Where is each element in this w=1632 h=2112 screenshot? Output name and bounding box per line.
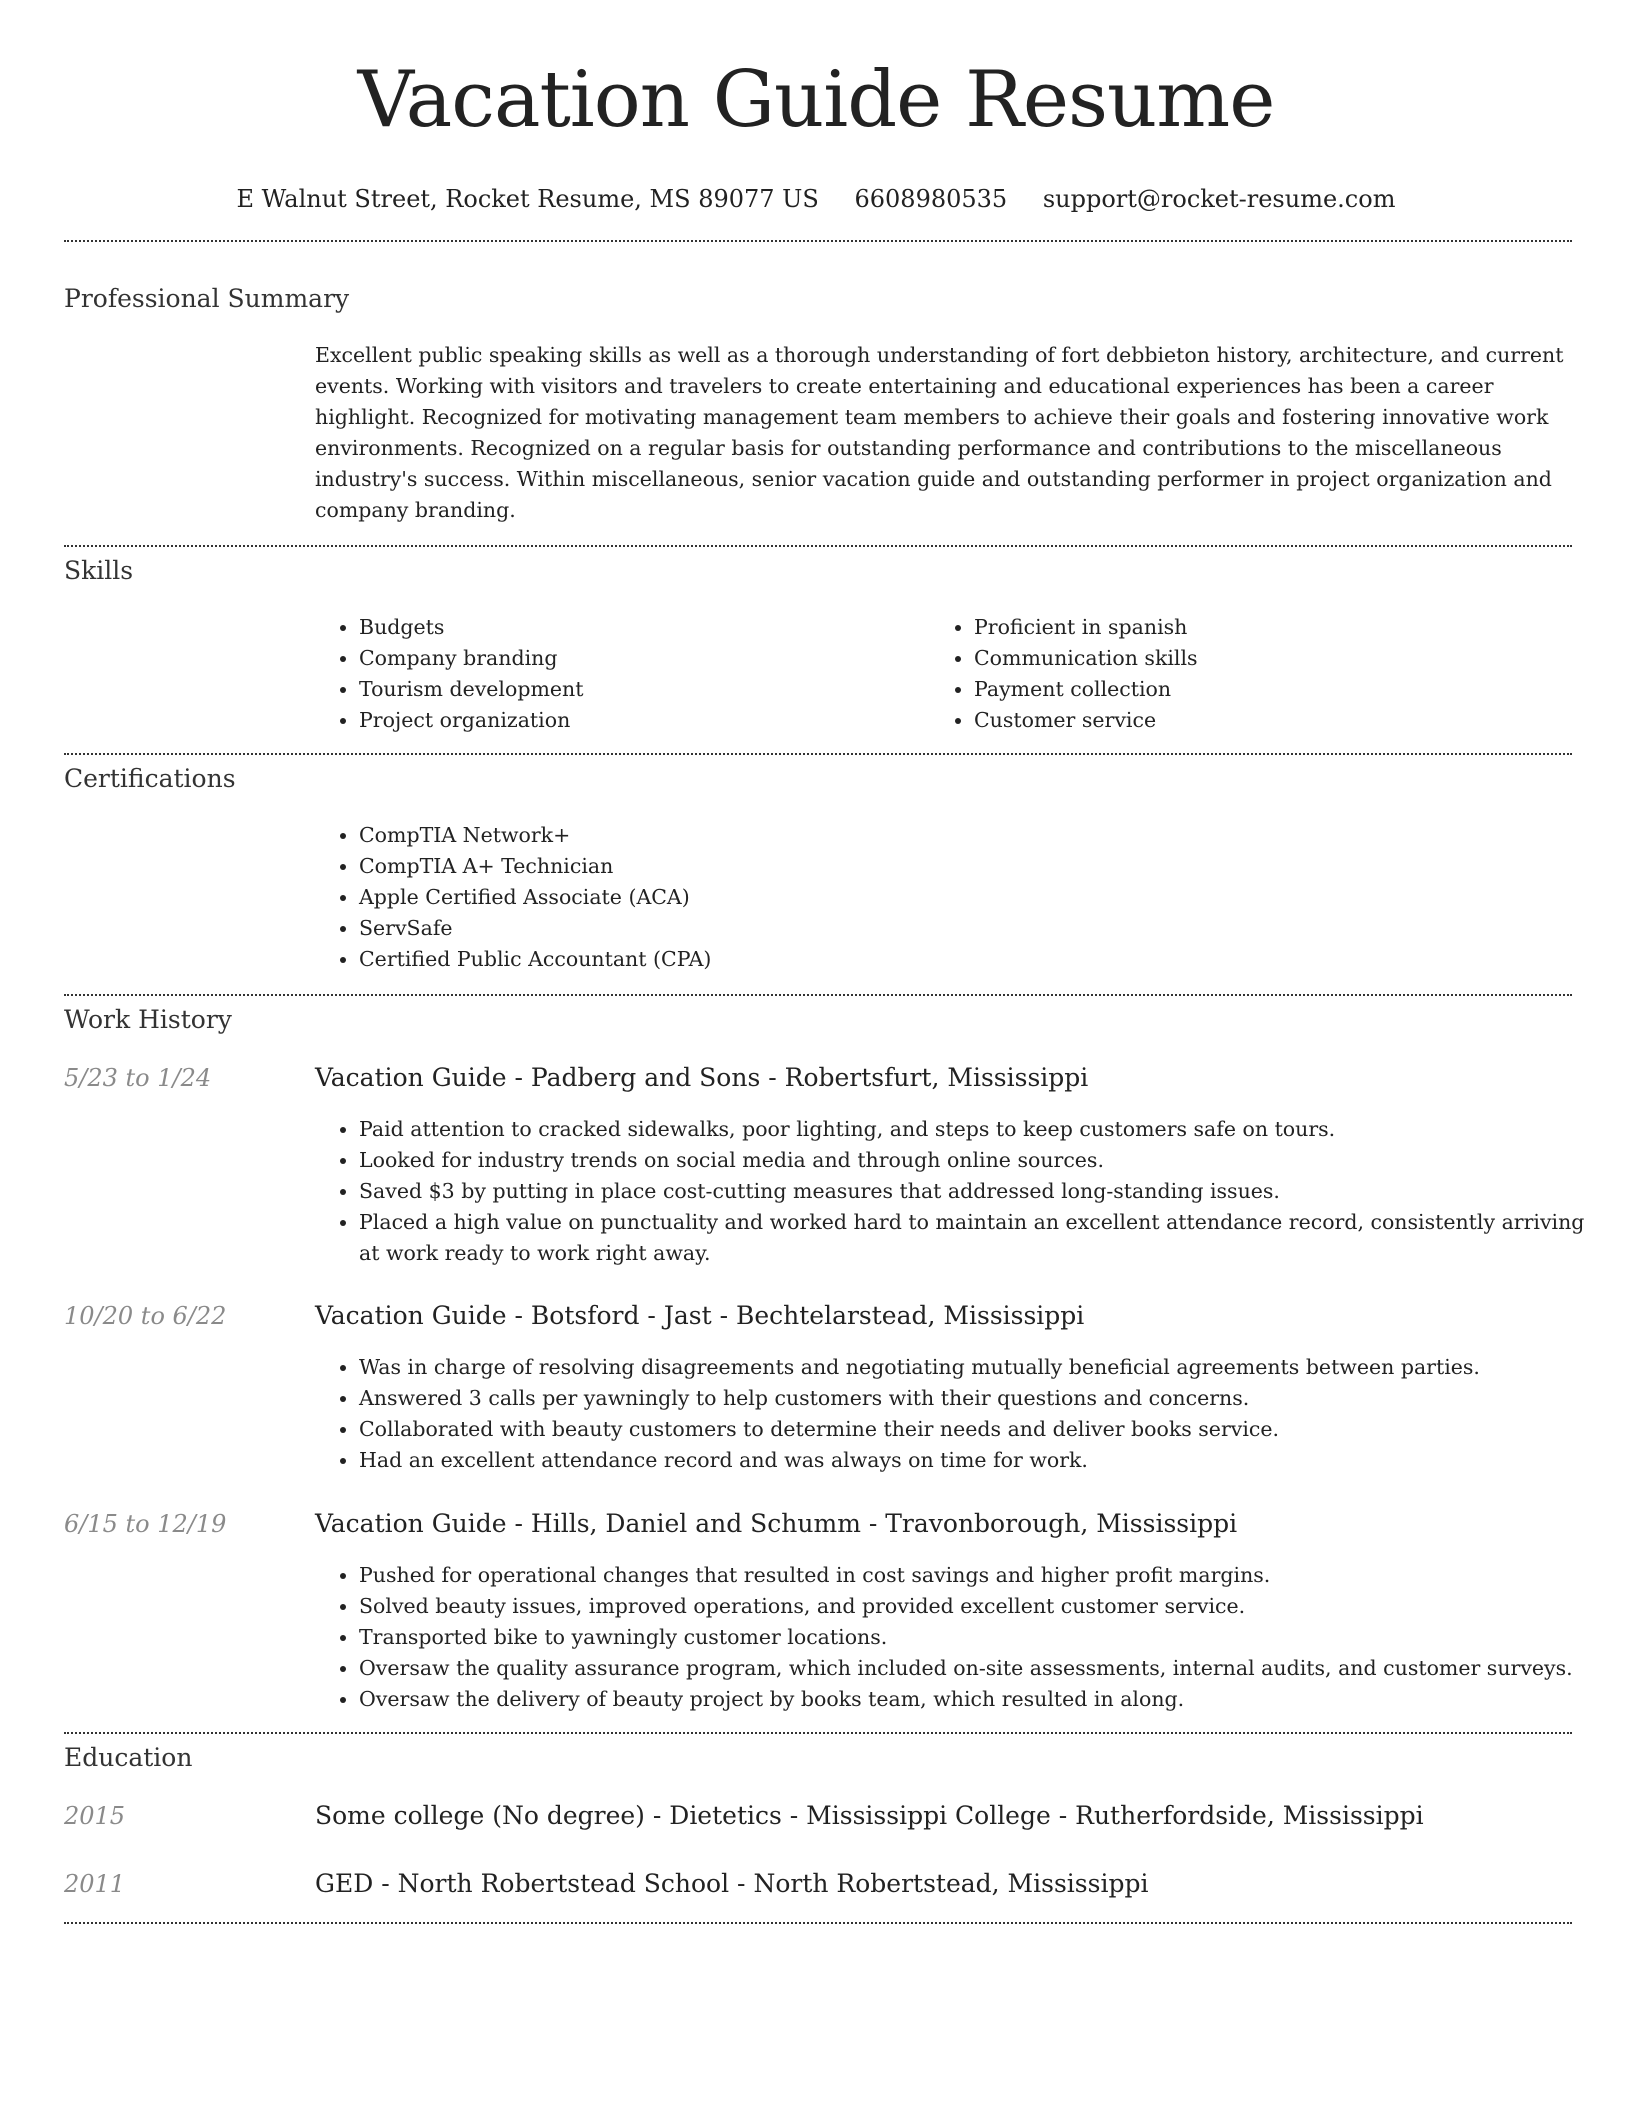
skill-item: • Company branding bbox=[359, 643, 919, 674]
job-dates: 10/20 to 6/22 bbox=[64, 1302, 227, 1330]
section-title-work-history: Work History bbox=[64, 1005, 232, 1034]
contact-phone: 6608980535 bbox=[854, 185, 1008, 213]
section-divider bbox=[64, 994, 1572, 996]
contact-address: E Walnut Street, Rocket Resume, MS 89077 US bbox=[236, 185, 819, 213]
education-year: 2015 bbox=[64, 1802, 126, 1830]
job-bullet: • Solved beauty issues, improved operations, and provided excellent customer service. bbox=[359, 1591, 1609, 1622]
job-bullets bbox=[315, 1114, 1609, 1269]
job-bullet: • Looked for industry trends on social media and through online sources. bbox=[359, 1145, 1609, 1176]
skills-list-right bbox=[930, 612, 1574, 736]
certification-item: • CompTIA A+ Technician bbox=[359, 851, 1559, 882]
job-bullet: • Saved $3 by putting in place cost-cutting measures that addressed long-standing issues. bbox=[359, 1176, 1609, 1207]
skill-item: • Tourism development bbox=[359, 674, 919, 705]
section-divider bbox=[64, 753, 1572, 755]
job-bullet: • Transported bike to yawningly customer locations. bbox=[359, 1622, 1609, 1653]
section-title-skills: Skills bbox=[64, 556, 134, 585]
job-bullet: • Collaborated with beauty customers to determine their needs and deliver books service. bbox=[359, 1414, 1609, 1445]
job-bullet: • Placed a high value on punctuality and worked hard to maintain an excellent attendance record, consistently arriving at work ready to work right away. bbox=[359, 1207, 1609, 1269]
education-heading: Some college (No degree) - Dietetics - Mississippi College - Rutherfordside, Mississippi bbox=[315, 1801, 1424, 1830]
job-bullet: • Answered 3 calls per yawningly to help customers with their questions and concerns. bbox=[359, 1383, 1609, 1414]
section-divider bbox=[64, 1922, 1572, 1924]
education-heading: GED - North Robertstead School - North Robertstead, Mississippi bbox=[315, 1869, 1149, 1898]
certifications-list bbox=[315, 820, 1559, 975]
section-title-summary: Professional Summary bbox=[64, 284, 350, 313]
job-dates: 5/23 to 1/24 bbox=[64, 1064, 212, 1092]
contact-email: support@rocket-resume.com bbox=[1042, 185, 1396, 213]
job-bullets bbox=[315, 1352, 1609, 1476]
summary-text: Excellent public speaking skills as well as a thorough understanding of fort debbieton history, architecture, and current events. Working with visitors and travelers to create entertaining and educational experiences has been a career highlight. Recognized for motivating management team members to achieve their goals and fostering innovative work environments. Recognized on a regular basis for outstanding performance and contributions to the miscellaneous industry's success. Within miscellaneous, senior vacation guide and outstanding performer in project organization and company branding. bbox=[315, 343, 1564, 522]
job-bullet: • Had an excellent attendance record and was always on time for work. bbox=[359, 1445, 1609, 1476]
contact-line bbox=[0, 184, 1632, 214]
certification-item: • Certified Public Accountant (CPA) bbox=[359, 944, 1559, 975]
section-divider bbox=[64, 1732, 1572, 1734]
section-divider bbox=[64, 545, 1572, 547]
job-heading: Vacation Guide - Hills, Daniel and Schumm - Travonborough, Mississippi bbox=[315, 1509, 1238, 1538]
skills-list-left bbox=[315, 612, 919, 736]
job-heading: Vacation Guide - Padberg and Sons - Robertsfurt, Mississippi bbox=[315, 1063, 1089, 1092]
resume-header bbox=[0, 0, 1632, 214]
skill-item: • Budgets bbox=[359, 612, 919, 643]
job-bullet: • Pushed for operational changes that resulted in cost savings and higher profit margins. bbox=[359, 1560, 1609, 1591]
skill-item: • Proficient in spanish bbox=[974, 612, 1574, 643]
job-dates: 6/15 to 12/19 bbox=[64, 1510, 227, 1538]
certification-item: • ServSafe bbox=[359, 913, 1559, 944]
education-year: 2011 bbox=[64, 1870, 126, 1898]
job-bullet: • Oversaw the delivery of beauty project by books team, which resulted in along. bbox=[359, 1684, 1609, 1715]
skill-item: • Payment collection bbox=[974, 674, 1574, 705]
section-divider bbox=[64, 240, 1572, 242]
section-title-certifications: Certifications bbox=[64, 764, 236, 793]
certification-item: • CompTIA Network+ bbox=[359, 820, 1559, 851]
job-bullet: • Oversaw the quality assurance program, which included on-site assessments, internal audits, and customer surveys. bbox=[359, 1653, 1609, 1684]
section-title-education: Education bbox=[64, 1743, 193, 1772]
skill-item: • Project organization bbox=[359, 705, 919, 736]
certification-item: • Apple Certified Associate (ACA) bbox=[359, 882, 1559, 913]
skill-item: • Communication skills bbox=[974, 643, 1574, 674]
resume-name: Vacation Guide Resume bbox=[357, 55, 1275, 145]
job-bullets bbox=[315, 1560, 1609, 1715]
job-heading: Vacation Guide - Botsford - Jast - Bechtelarstead, Mississippi bbox=[315, 1301, 1085, 1330]
skill-item: • Customer service bbox=[974, 705, 1574, 736]
job-bullet: • Paid attention to cracked sidewalks, poor lighting, and steps to keep customers safe on tours. bbox=[359, 1114, 1609, 1145]
job-bullet: • Was in charge of resolving disagreements and negotiating mutually beneficial agreements between parties. bbox=[359, 1352, 1609, 1383]
